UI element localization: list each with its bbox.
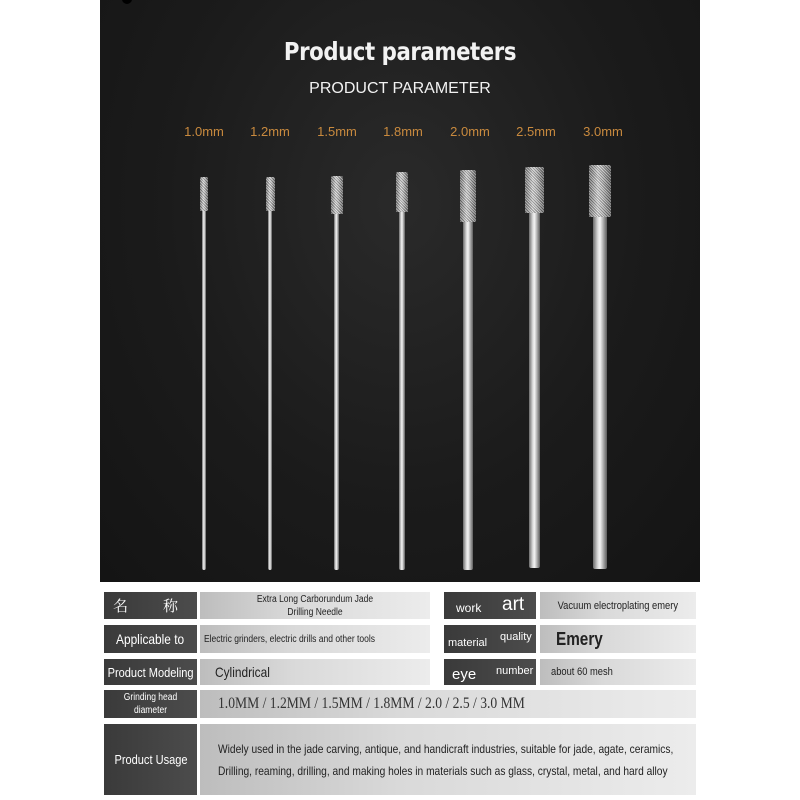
page-subtitle: PRODUCT PARAMETER (309, 80, 491, 97)
applicable-label: Applicable to (104, 625, 197, 653)
modeling-value: Cylindrical (200, 659, 430, 685)
work-art-label: work art (444, 592, 536, 619)
size-label-3: 1.5mm (317, 124, 357, 139)
eye-number-label: eye number (444, 659, 536, 685)
size-label-7: 3.0mm (583, 124, 623, 139)
usage-line-1: Widely used in the jade carving, antique, and handicraft industries, suitable for jade, agate, ceramics, (218, 741, 674, 756)
size-label-2: 1.2mm (250, 124, 290, 139)
page-title: Product parameters (283, 37, 517, 66)
product-photo (100, 0, 700, 582)
modeling-label: Product Modeling (104, 659, 197, 685)
head-diameter-value: 1.0MM / 1.2MM / 1.5MM / 1.8MM / 2.0 / 2.5 / 3.0 MM (200, 690, 696, 718)
material-quality-label: material quality (444, 625, 536, 653)
size-label-4: 1.8mm (383, 124, 423, 139)
usage-line-2: Drilling, reaming, drilling, and making holes in materials such as glass, crystal, metal, and hard alloy (218, 763, 668, 778)
size-label-5: 2.0mm (450, 124, 490, 139)
work-art-value: Vacuum electroplating emery (540, 592, 696, 619)
name-value: Extra Long Carborundum Jade Drilling Needle (200, 592, 430, 619)
head-diameter-label: Grinding head diameter (104, 690, 197, 718)
spec-table (100, 582, 700, 800)
name-label: 名 称 (104, 592, 197, 619)
size-label-1: 1.0mm (184, 124, 224, 139)
size-label-6: 2.5mm (516, 124, 556, 139)
usage-value (200, 724, 696, 795)
eye-number-value: about 60 mesh (540, 659, 696, 685)
corner-dot (122, 0, 132, 4)
applicable-value: Electric grinders, electric drills and other tools (200, 625, 430, 653)
material-quality-value: Emery (540, 625, 696, 653)
usage-label: Product Usage (104, 724, 197, 795)
